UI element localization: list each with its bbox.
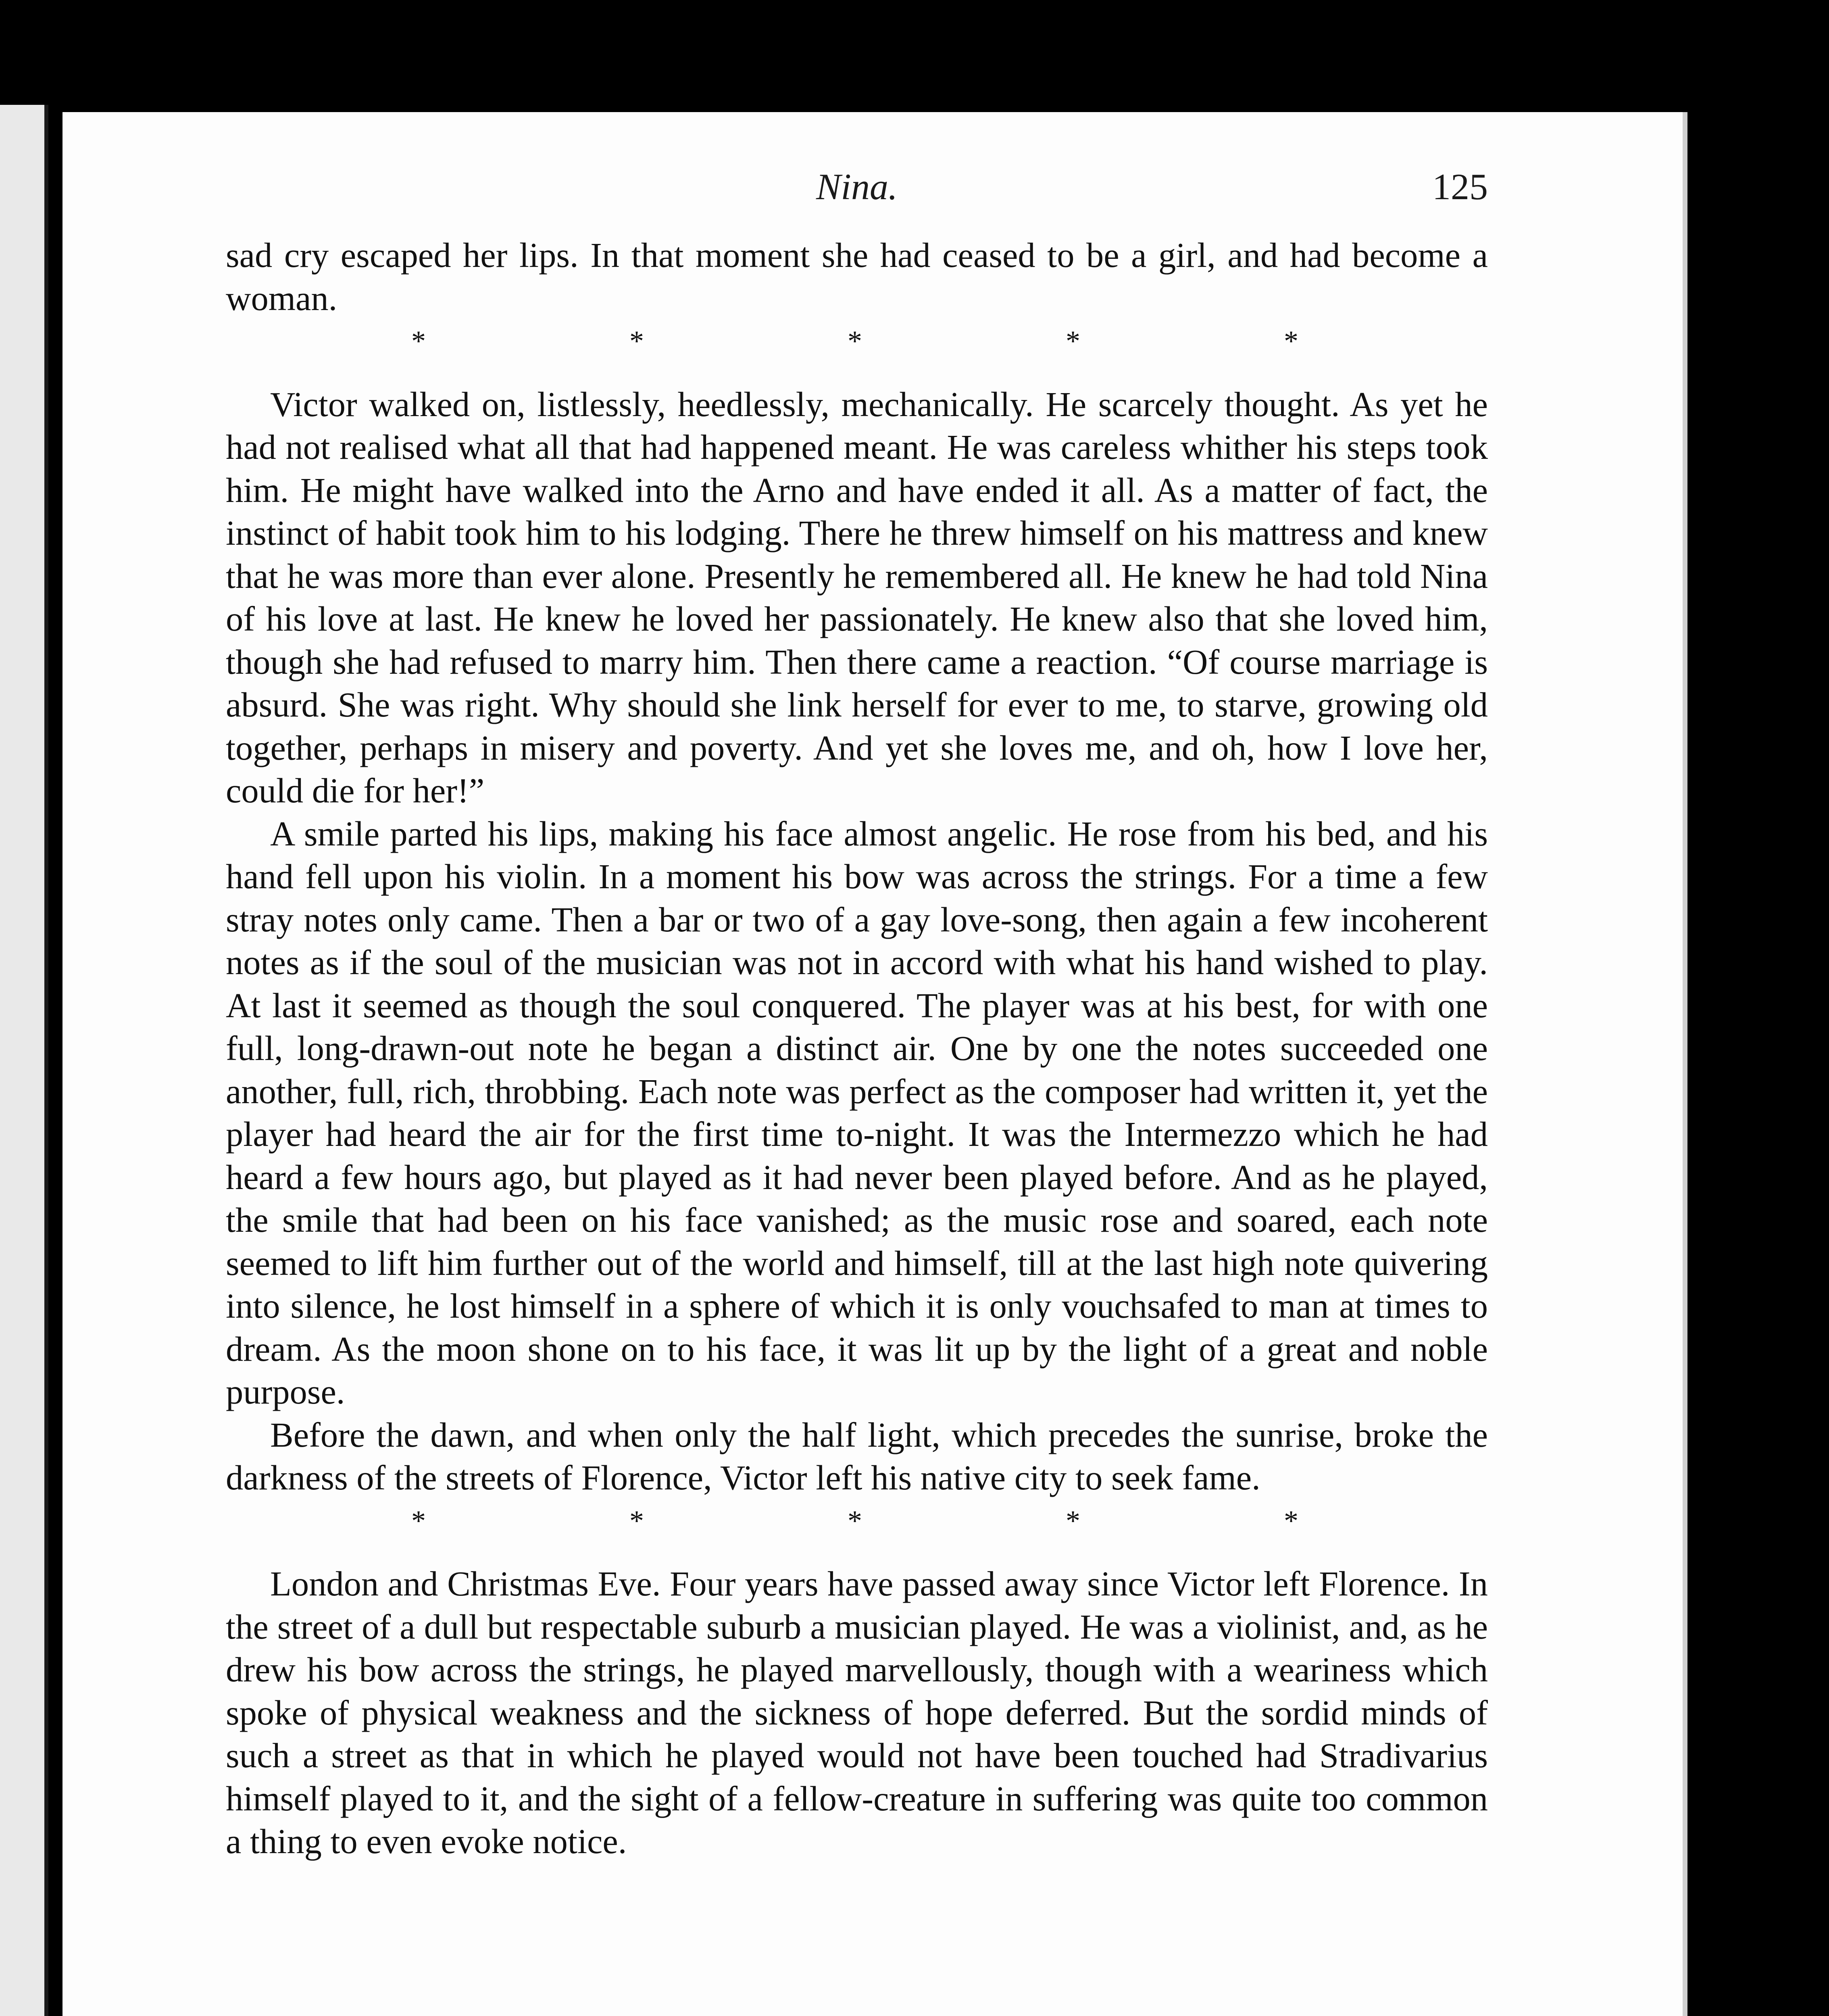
divider-asterisk: * — [848, 325, 862, 357]
paragraph: London and Christmas Eve. Four years have passed away since Victor left Florence. In the street of a dull but respectable suburb a musician played. He was a violinist, and, as he drew his bow across the strings, he played marvellously, though with a weariness which spoke of physical weakness and the sickness of hope deferred. But the sordid minds of such a street as that in which he played would not have been touched had Stradivarius himself played to it, and the sight of a fellow-creature in suffering was quite too common a thing to even evoke notice. — [226, 1564, 1488, 1861]
paragraph: A smile parted his lips, making his face almost angelic. He rose from his bed, and his hand fell upon his violin. In a moment his bow was across the strings. For a time a few stray notes only came. Then a bar or two of a gay love-song, then again a few incoherent notes as if the soul of the musician was not in accord with what his hand wished to play. At last it seemed as though the soul conquered. The player was at his best, for with one full, long-drawn-out note he began a distinct air. One by one the notes succeeded one another, full, rich, throbbing. Each note was perfect as the composer had written it, yet the player had heard the air for the first time to-night. It was the Intermezzo which he had heard a few hours ago, but played as it had never been played before. And as he played, the smile that had been on his face vanished; as the music rose and soared, each note seemed to lift him further out of the world and himself, till at the last high note quivering into silence, he lost himself in a sphere of which it is only vouchsafed to man at times to dream. As the moon shone on to his face, it was lit up by the light of a great and noble purpose. — [226, 814, 1488, 1411]
divider-asterisk: * — [629, 1504, 644, 1537]
page-header — [226, 165, 1488, 218]
divider-asterisk: * — [1284, 1504, 1298, 1537]
paragraph: Victor walked on, listlessly, heedlessly, mechanically. He scarcely thought. As yet he had not realised what all that had happened meant. He was careless whither his steps took him. He might have walked into the Arno and have ended it all. As a matter of fact, the instinct of habit took him to his lodging. There he threw himself on his mattress and knew that he was more than ever alone. Presently he remembered all. He knew he had told Nina of his love at last. He knew he loved her passionately. He knew also that she loved him, though she had refused to marry him. Then there came a reaction. “Of course marriage is absurd. She was right. Why should she link herself for ever to me, to starve, growing old together, perhaps in misery and poverty. And yet she loves me, and oh, how I love her, could die for her!” — [226, 385, 1488, 810]
facing-page-edge — [0, 105, 48, 2016]
divider-asterisk: * — [1066, 1504, 1080, 1537]
divider-asterisk: * — [411, 1504, 426, 1537]
paragraph: Before the dawn, and when only the half light, which precedes the sunrise, broke the darkness of the streets of Florence, Victor left his native city to seek fame. — [226, 1415, 1488, 1497]
paragraph-continued: sad cry escaped her lips. In that moment she had ceased to be a girl, and had become a woman. — [226, 236, 1488, 318]
divider-asterisk: * — [629, 325, 644, 357]
divider-asterisk: * — [848, 1504, 862, 1537]
spacer — [226, 1542, 1488, 1562]
body-text — [226, 234, 1488, 1863]
divider-asterisk: * — [411, 325, 426, 357]
page-number: 125 — [1432, 166, 1488, 207]
divider-asterisk: * — [1066, 325, 1080, 357]
section-divider — [226, 320, 1488, 363]
running-head: Nina. — [816, 166, 898, 207]
spacer — [226, 363, 1488, 383]
section-divider — [226, 1500, 1488, 1543]
divider-asterisk: * — [1284, 325, 1298, 357]
